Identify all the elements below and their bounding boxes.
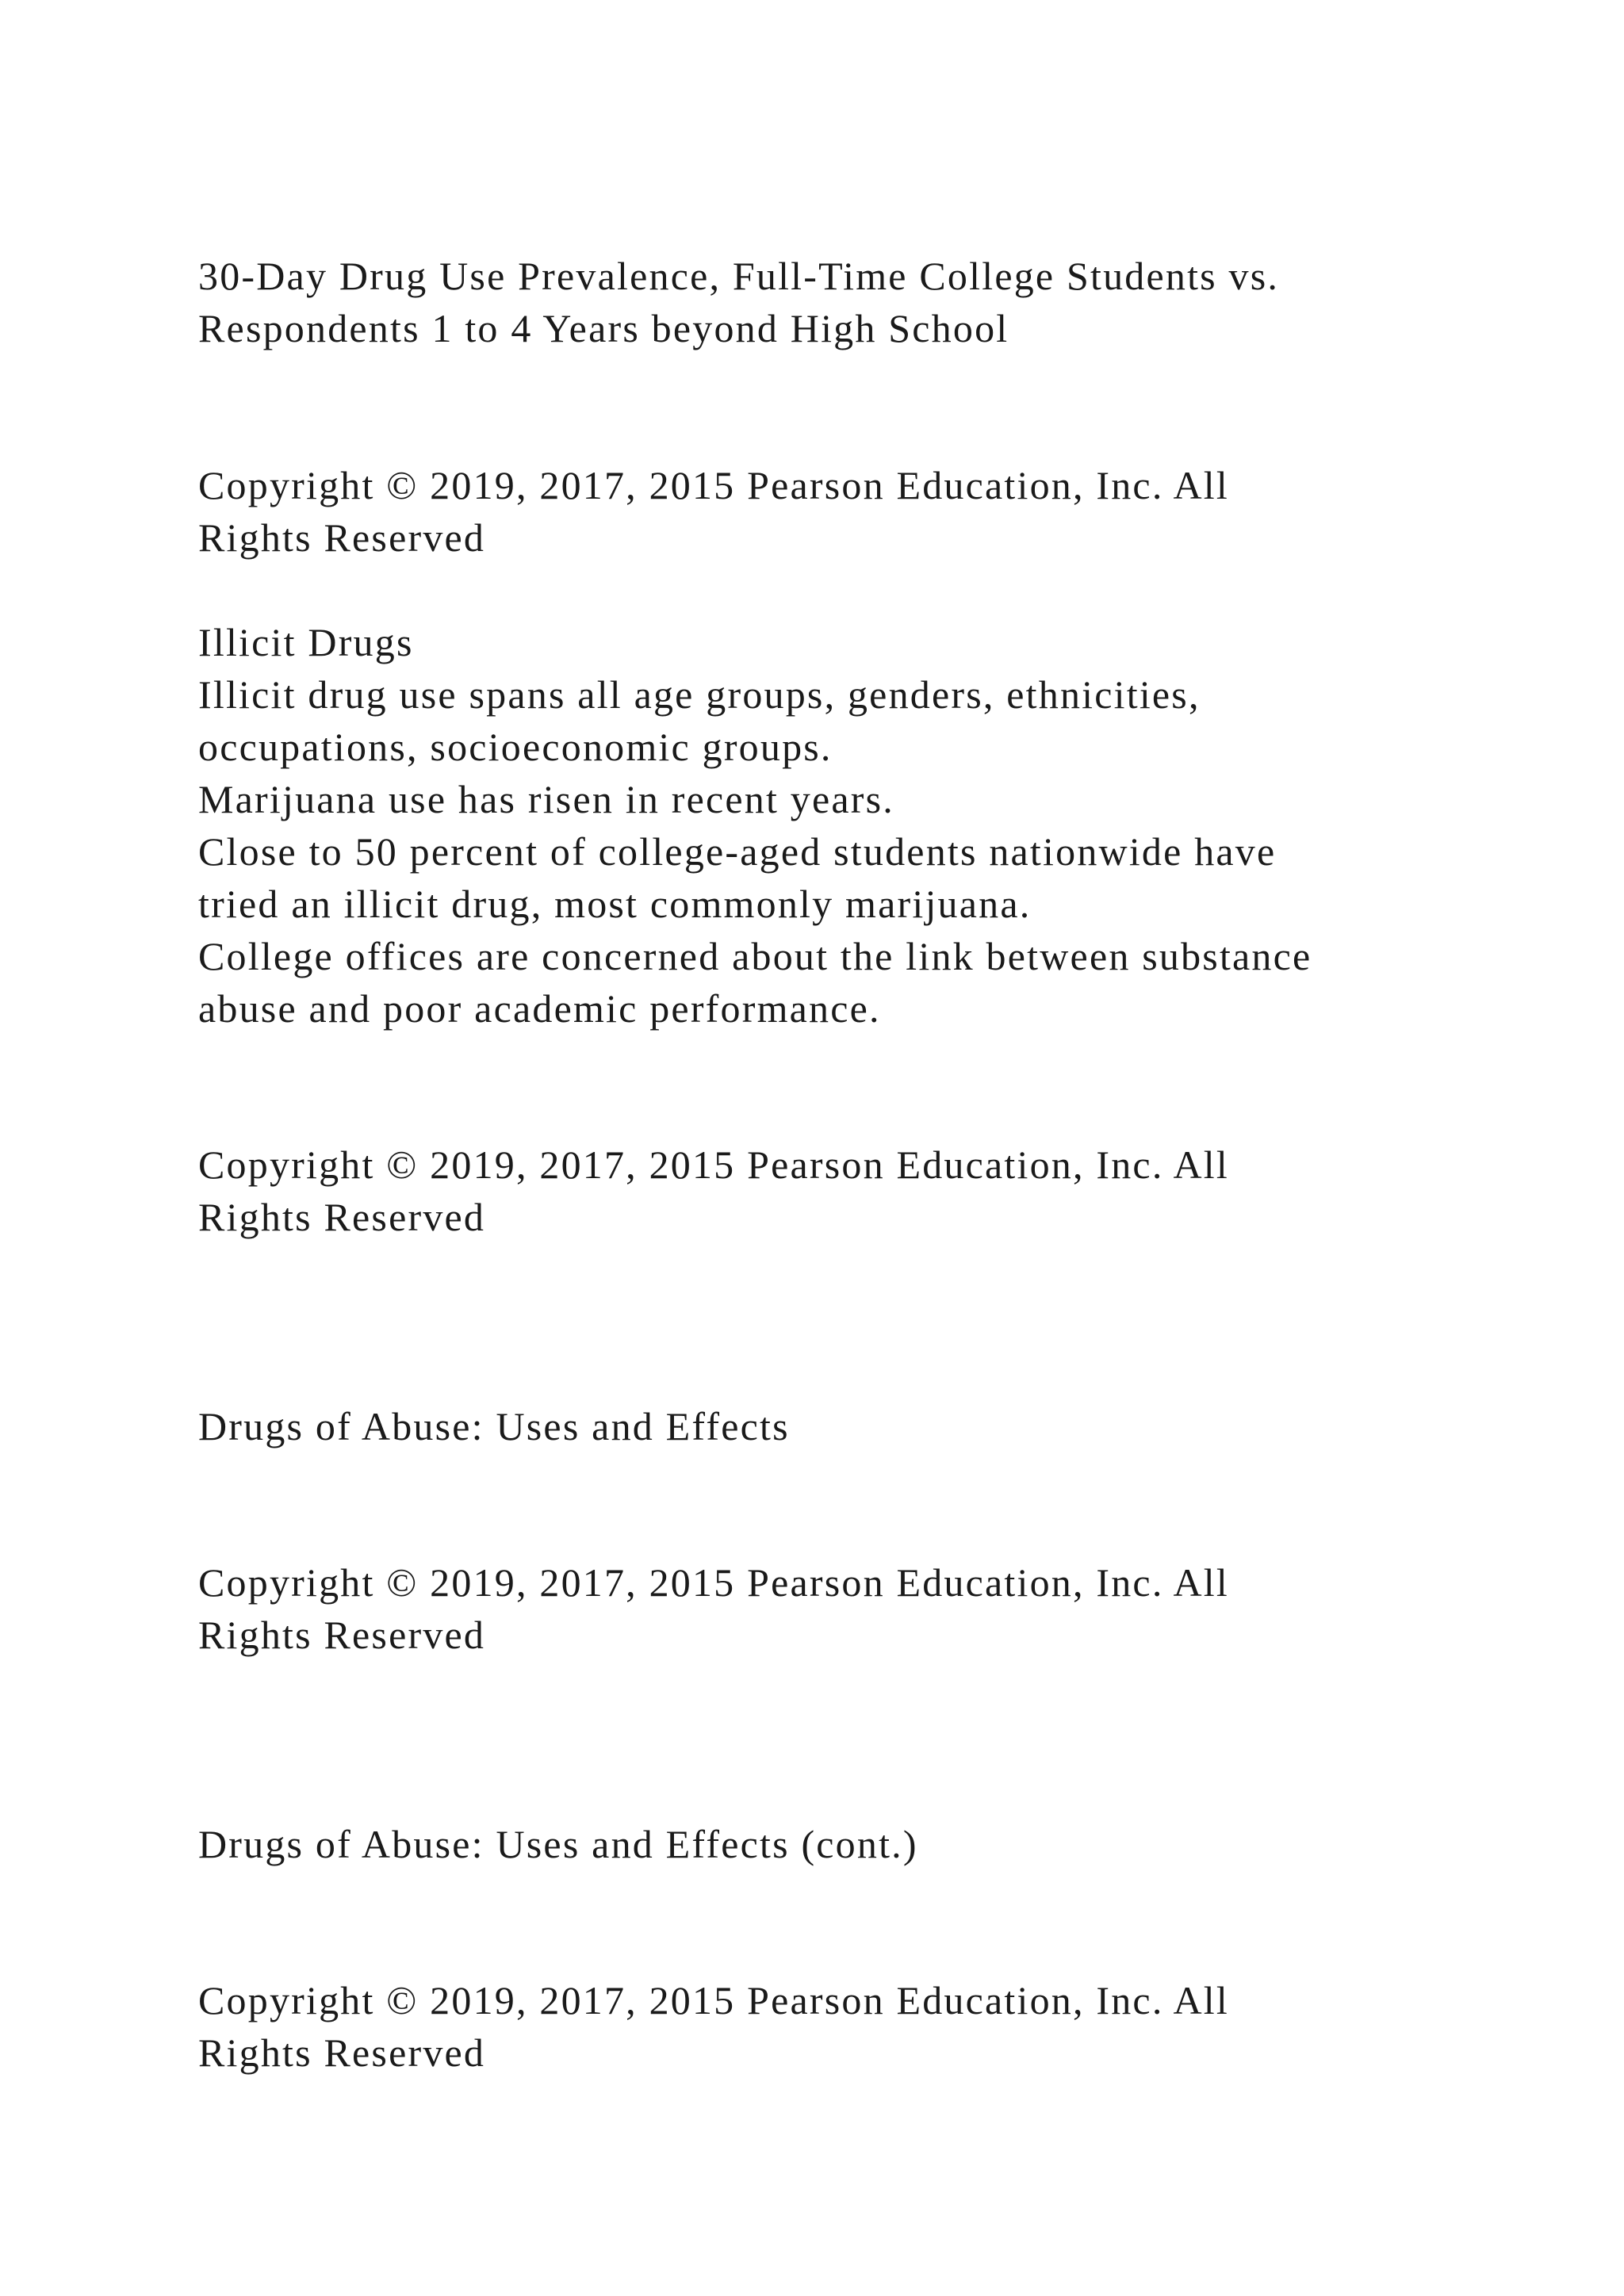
heading-prevalence-line-2: Respondents 1 to 4 Years beyond High School <box>198 306 1009 350</box>
body-text-line: abuse and poor academic performance. <box>198 986 881 1031</box>
copyright-notice-line-1: Copyright © 2019, 2017, 2015 Pearson Education, Inc. All <box>198 463 1229 507</box>
copyright-notice-line-1: Copyright © 2019, 2017, 2015 Pearson Education, Inc. All <box>198 1142 1229 1187</box>
body-text-line: occupations, socioeconomic groups. <box>198 725 833 769</box>
body-text-line: tried an illicit drug, most commonly marijuana. <box>198 882 1032 926</box>
copyright-notice-line-2: Rights Reserved <box>198 1195 486 1239</box>
body-text-line: Marijuana use has risen in recent years. <box>198 777 894 821</box>
section-title-illicit-drugs: Illicit Drugs <box>198 620 414 664</box>
copyright-notice-line-2: Rights Reserved <box>198 515 486 560</box>
copyright-notice-line-2: Rights Reserved <box>198 2030 486 2075</box>
heading-drugs-of-abuse-cont: Drugs of Abuse: Uses and Effects (cont.) <box>198 1822 918 1866</box>
body-text-line: Illicit drug use spans all age groups, genders, ethnicities, <box>198 672 1201 717</box>
body-text-line: College offices are concerned about the link between substance <box>198 934 1312 978</box>
heading-prevalence-line-1: 30-Day Drug Use Prevalence, Full-Time College Students vs. <box>198 254 1280 298</box>
copyright-notice-line-1: Copyright © 2019, 2017, 2015 Pearson Education, Inc. All <box>198 1560 1229 1605</box>
copyright-notice-line-2: Rights Reserved <box>198 1613 486 1657</box>
heading-drugs-of-abuse: Drugs of Abuse: Uses and Effects <box>198 1404 790 1448</box>
body-text-line: Close to 50 percent of college-aged students nationwide have <box>198 829 1277 874</box>
copyright-notice-line-1: Copyright © 2019, 2017, 2015 Pearson Education, Inc. All <box>198 1978 1229 2022</box>
